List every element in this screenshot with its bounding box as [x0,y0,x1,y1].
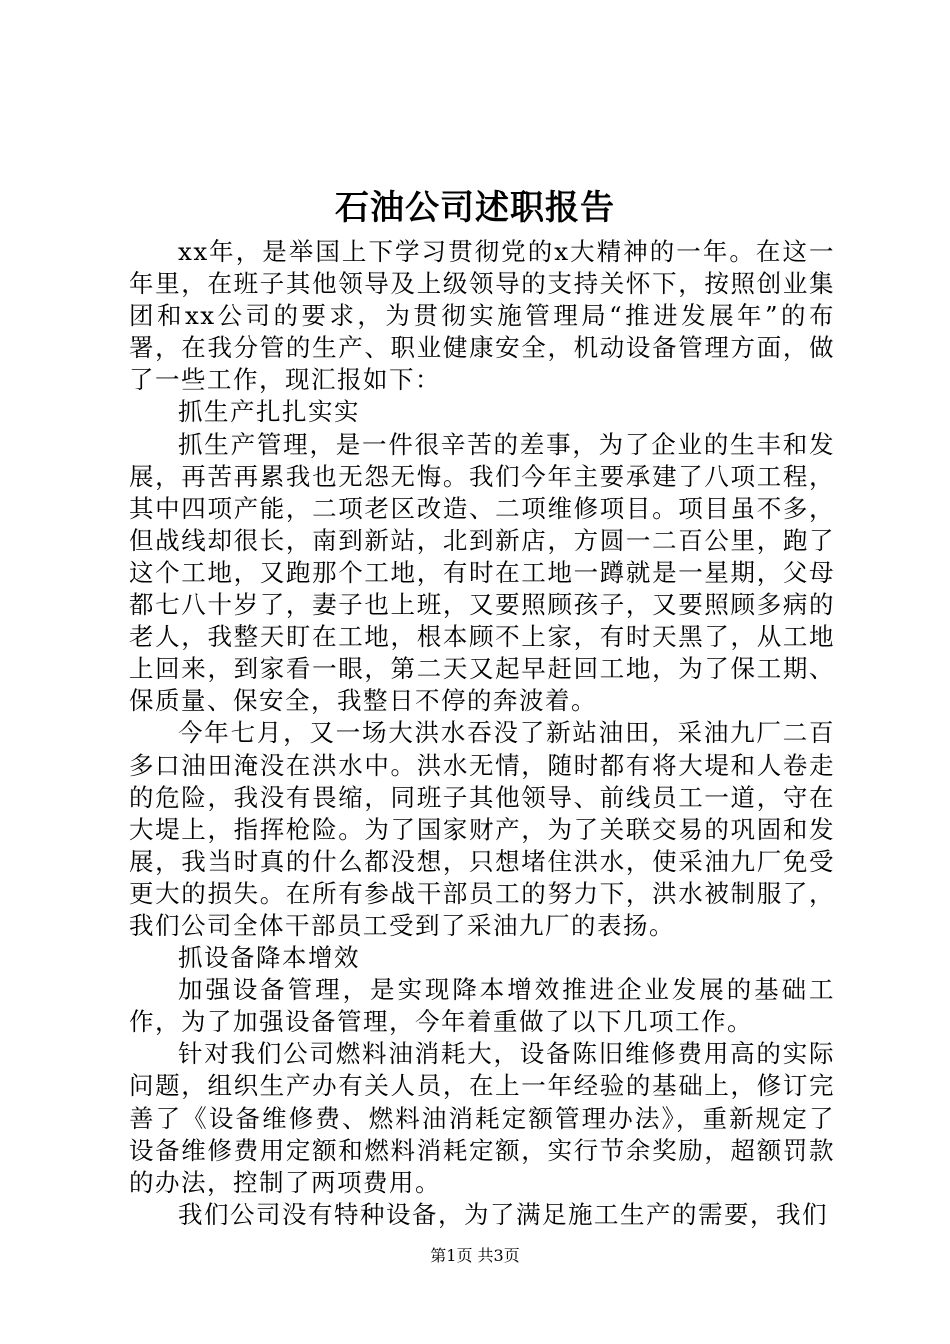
paragraph-equipment-management: 加强设备管理，是实现降本增效推进企业发展的基础工作，为了加强设备管理，今年着重做了以下几项工作。 [129,975,835,1037]
paragraph-production-management: 抓生产管理，是一件很辛苦的差事，为了企业的生丰和发展，再苦再累我也无怨无悔。我们今年主要承建了八项工程，其中四项产能，二项老区改造、二项维修项目。项目虽不多，但战线却很长，南到新站，北到新店，方圆一二百公里，跑了这个工地，又跑那个工地，有时在工地一蹲就是一星期，父母都七八十岁了，妻子也上班，又要照顾孩子，又要照顾多病的老人，我整天盯在工地，根本顾不上家，有时天黑了，从工地上回来，到家看一眼，第二天又起早赶回工地，为了保工期、保质量、保安全，我整日不停的奔波着。 [129,429,835,716]
paragraph-intro: xx年，是举国上下学习贯彻党的x大精神的一年。在这一年里，在班子其他领导及上级领导的支持关怀下，按照创业集团和xx公司的要求，为贯彻实施管理局“推进发展年”的布署，在我分管的生产、职业健康安全，机动设备管理方面，做了一些工作，现汇报如下： [129,237,835,395]
page-number-footer: 第1页 共3页 [430,1246,520,1265]
paragraph-fuel-consumption: 针对我们公司燃料油消耗大，设备陈旧维修费用高的实际问题，组织生产办有关人员，在上一年经验的基础上，修订完善了《设备维修费、燃料油消耗定额管理办法》，重新规定了设备维修费用定额和燃料消耗定额，实行节余奖励，超额罚款的办法，控制了两项费用。 [129,1039,835,1197]
paragraph-special-equipment: 我们公司没有特种设备，为了满足施工生产的需要，我们 [178,1199,828,1229]
document-title: 石油公司述职报告 [335,188,615,228]
document-body [129,236,835,1231]
section-heading-equipment: 抓设备降本增效 [178,943,360,973]
section-heading-production: 抓生产扎扎实实 [178,397,360,427]
paragraph-flood: 今年七月，又一场大洪水吞没了新站油田，采油九厂二百多口油田淹没在洪水中。洪水无情，随时都有将大堤和人卷走的危险，我没有畏缩，同班子其他领导、前线员工一道，守在大堤上，指挥枪险。为了国家财产，为了关联交易的巩固和发展，我当时真的什么都没想，只想堵住洪水，使采油九厂免受更大的损失。在所有参战干部员工的努力下，洪水被制服了，我们公司全体干部员工受到了采油九厂的表扬。 [129,718,835,940]
